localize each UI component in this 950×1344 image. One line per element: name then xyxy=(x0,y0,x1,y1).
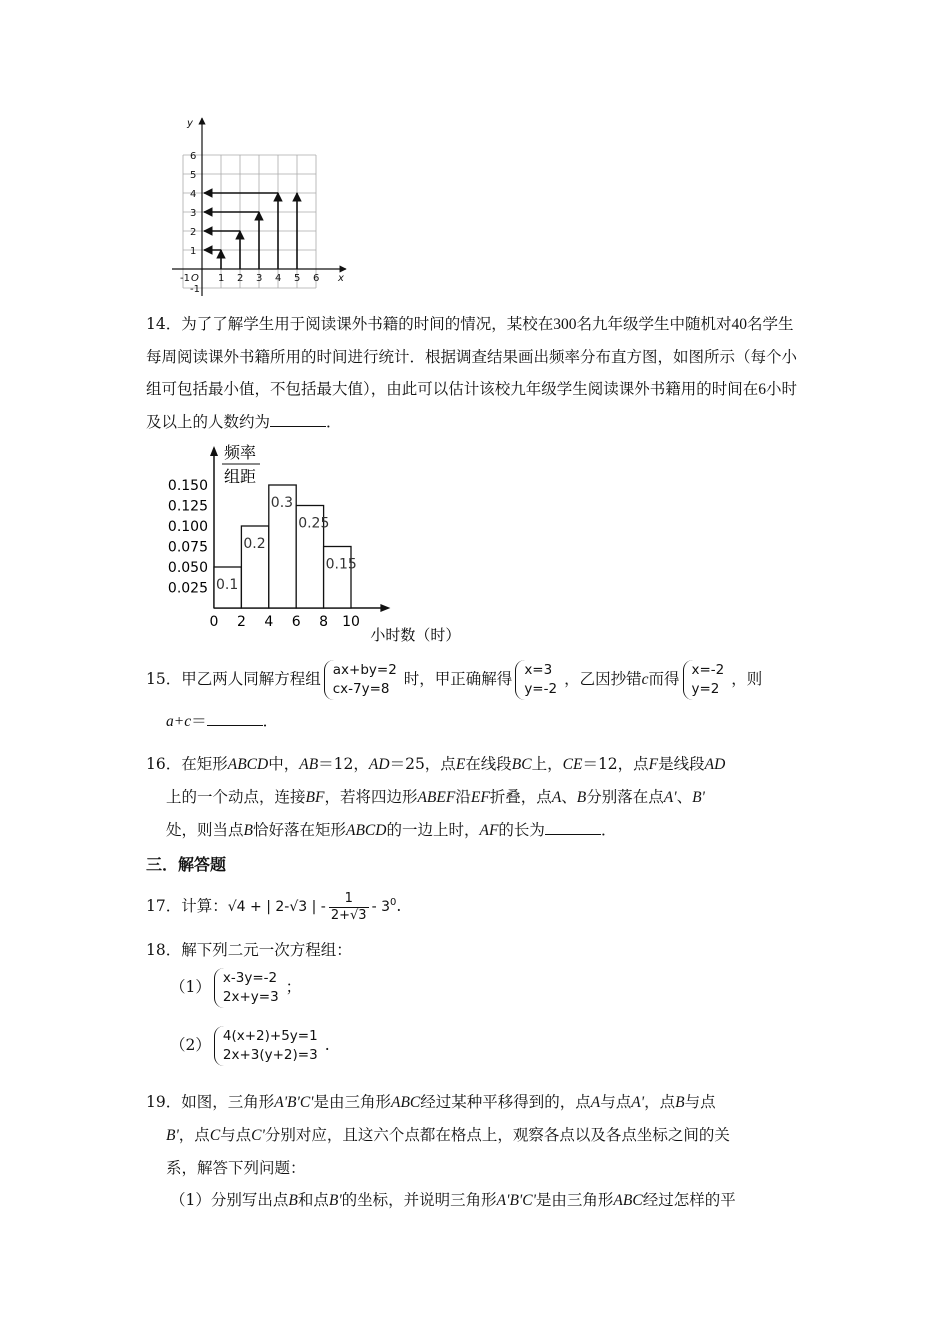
x-axis-arrowhead xyxy=(380,604,390,612)
x-tick-label: 4 xyxy=(264,614,274,630)
y-tick-label: 1 xyxy=(190,246,197,257)
question-16 xyxy=(146,748,806,847)
x-tick-label: 10 xyxy=(342,614,360,630)
answer-blank[interactable] xyxy=(207,711,263,726)
q16-line-1: 16．在矩形ABCD中，AB＝12，AD＝25，点E在线段BC上，CE＝12，点F是线段AD xyxy=(146,755,726,773)
x-tick-label: 5 xyxy=(294,273,301,284)
origin-label: O xyxy=(191,273,199,284)
x-tick-label: 1 xyxy=(218,273,225,284)
y-tick-label: 3 xyxy=(190,208,197,219)
section-title: 三．解答题 xyxy=(146,855,227,874)
answer-blank[interactable] xyxy=(545,820,601,835)
equation-system: 4(x+2)+5y=1 2x+3(y+2)=3 xyxy=(214,1026,322,1066)
question-18-part-2: （2） 4(x+2)+5y=1 2x+3(y+2)=3 . xyxy=(170,1026,830,1066)
x-tick-label: 3 xyxy=(256,273,263,284)
y-tick-label: 2 xyxy=(190,227,197,238)
y-tick-label: 0.025 xyxy=(167,580,208,597)
question-17: 17．计算：√4 + | 2-√3 | - $\frac{1}{2+√3}$ - $3^0$. xyxy=(146,890,402,923)
solution-1: x=3 y=-2 xyxy=(515,660,561,700)
y-tick-label: 6 xyxy=(190,151,197,162)
y-tick-label: 0.075 xyxy=(167,539,208,556)
grid-coordinate-figure xyxy=(160,112,360,302)
x-tick-label: 8 xyxy=(319,614,329,630)
answer-blank[interactable] xyxy=(270,412,326,427)
question-18-part-1: （1） x-3y=-2 2x+y=3 ； xyxy=(170,968,830,1008)
bar-data-label: 0.3 xyxy=(270,495,294,511)
y-label-numerator: 频率 xyxy=(224,443,257,462)
x-tick-label: 0 xyxy=(209,614,219,630)
y-axis-arrowhead xyxy=(210,446,218,456)
question-19: 19．如图，三角形A'B'C'是由三角形ABC经过某种平移得到的，点A与点A'，点B与点 B'，点C与点C'分别对应，且这六个点都在格点上，观察各点以及各点坐标之间的关 系，解答下列问题： （1）分别写出点B和点B'的坐标，并说明三角形A'B'C'是由三角形ABC经过怎样的平 xyxy=(146,1093,736,1209)
bar-data-label: 0.25 xyxy=(298,515,330,532)
q16-line-3: 处，则当点B恰好落在矩形ABCD的一边上时，AF的长为 ． xyxy=(166,821,617,839)
x-tick-label: 6 xyxy=(313,273,320,284)
x-axis-label: x xyxy=(338,273,344,284)
x-axis-label: 小时数（时） xyxy=(370,626,461,644)
y-tick-label: -1 xyxy=(190,284,200,295)
equation-system: x-3y=-2 2x+y=3 xyxy=(214,968,283,1008)
q16-line-2: 上的一个动点，连接BF，若将四边形ABEF沿EF折叠，点A、B分别落在点A'、B' xyxy=(166,788,705,806)
equation-system: ax+by=2 cx-7y=8 xyxy=(324,660,401,700)
question-14: 14．为了了解学生用于阅读课外书籍的时间的情况，某校在300名九年级学生中随机对40名学生每周阅读课外书籍所用的时间进行统计．根据调查结果画出频率分布直方图，如图所示（每个小组可包括最小值，不包括最大值），由此可以估计该校九年级学生阅读课外书籍用的时间在6小时及以上的人数约为 ． xyxy=(146,315,798,431)
question-15: 15．甲乙两人同解方程组 ax+by=2 cx-7y=8 时，甲正确解得 x=3 y=-2 ，乙因抄错c而得 x=-2 y=2 ，则 a+c＝ ． xyxy=(146,662,763,730)
y-tick-label: 0.050 xyxy=(167,560,208,576)
y-tick-label: 0.125 xyxy=(167,498,208,515)
q14-number: 14． xyxy=(146,315,182,333)
x-tick-label: -1 xyxy=(180,273,190,284)
question-18: 18．解下列二元一次方程组： xyxy=(146,941,352,959)
y-tick-label: 5 xyxy=(190,170,197,181)
x-tick-label: 4 xyxy=(275,273,282,284)
bar-data-label: 0.15 xyxy=(325,556,357,573)
y-tick-label: 0.150 xyxy=(167,478,208,494)
y-tick-label: 4 xyxy=(190,189,197,200)
solution-2: x=-2 y=2 xyxy=(683,660,729,700)
x-tick-label: 2 xyxy=(236,614,246,630)
bar-data-label: 0.2 xyxy=(243,536,266,552)
x-tick-label: 6 xyxy=(291,614,301,630)
y-label-denominator: 组距 xyxy=(224,467,257,486)
y-axis-label: y xyxy=(187,118,193,129)
histogram-chart xyxy=(160,440,490,655)
y-tick-label: 0.100 xyxy=(167,519,208,535)
grid-lines xyxy=(183,155,316,288)
x-tick-label: 2 xyxy=(237,273,244,284)
bar-data-label: 0.1 xyxy=(216,577,239,593)
